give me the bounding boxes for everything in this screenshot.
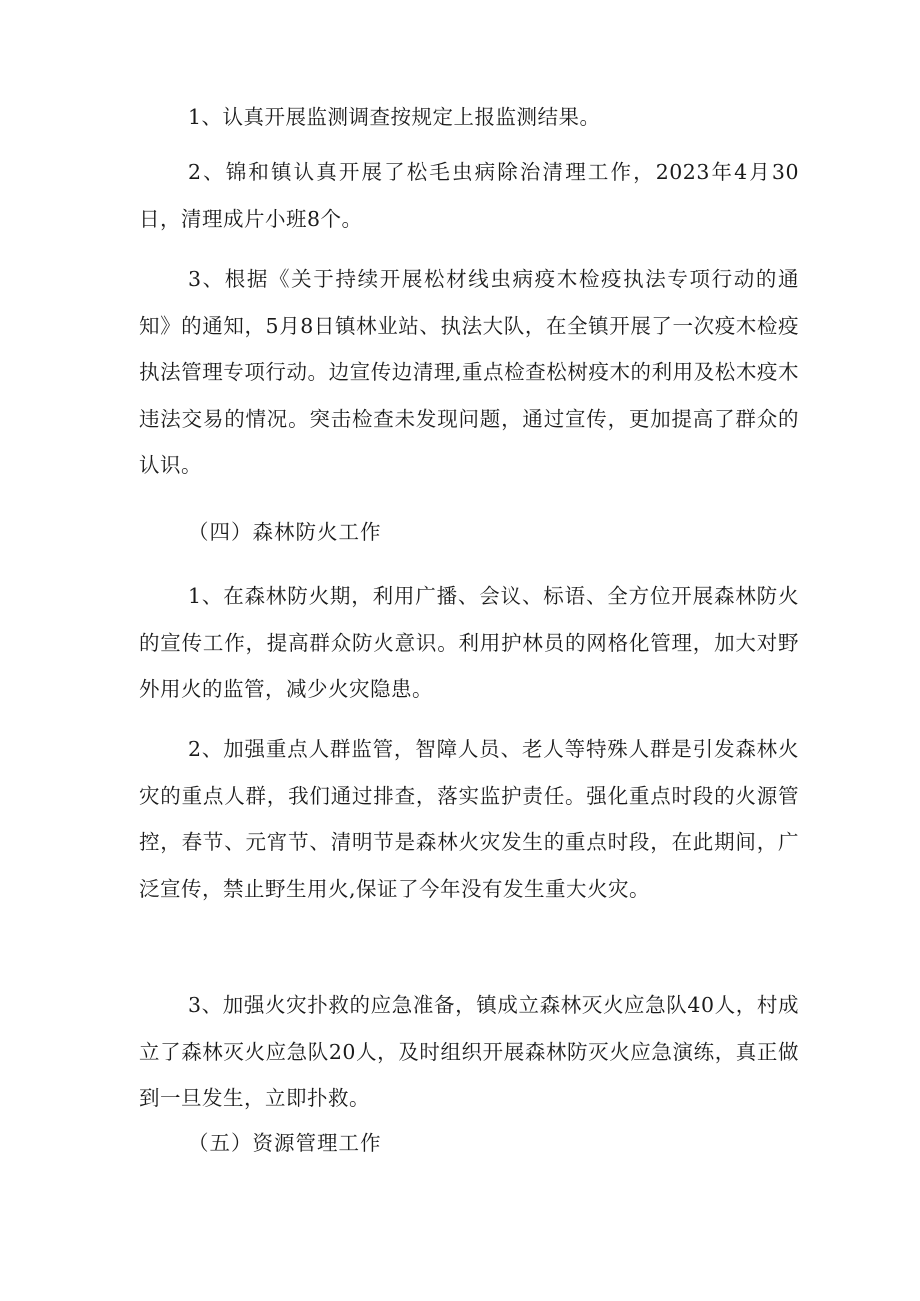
paragraph-key-population-supervision: 2、加强重点人群监管，智障人员、老人等特殊人群是引发森林火灾的重点人群，我们通过排查，落实监护责任。强化重点时段的火源管控，春节、元宵节、清明节是森林火灾发生的重点时段，在此期间，广泛宣传，禁止野生用火,保证了今年没有发生重大火灾。 (139, 737, 799, 901)
paragraph-pine-caterpillar-control: 2、锦和镇认真开展了松毛虫病除治清理工作，2023年4月30日，清理成片小班8个。 (139, 160, 799, 231)
paragraph-quarantine-enforcement: 3、根据《关于持续开展松材线虫病疫木检疫执法专项行动的通知》的通知，5月8日镇林业站、执法大队，在全镇开展了一次疫木检疫执法管理专项行动。边宣传边清理,重点检查松树疫木的利用及松木疫木违法交易的情况。突击检查未发现问题，通过宣传，更加提高了群众的认识。 (139, 267, 799, 477)
paragraph-monitoring-report: 1、认真开展监测调查按规定上报监测结果。 (188, 105, 601, 129)
section-heading-forest-fire-prevention: （四）森林防火工作 (188, 520, 382, 544)
section-heading-resource-management: （五）资源管理工作 (188, 1131, 382, 1155)
paragraph-fire-publicity: 1、在森林防火期，利用广播、会议、标语、全方位开展森林防火的宣传工作，提高群众防火意识。利用护林员的网格化管理，加大对野外用火的监管，减少火灾隐患。 (139, 584, 799, 701)
paragraph-emergency-response-team: 3、加强火灾扑救的应急准备，镇成立森林灭火应急队40人，村成立了森林灭火应急队20人，及时组织开展森林防灭火应急演练，真正做到一旦发生，立即扑救。 (139, 993, 799, 1110)
